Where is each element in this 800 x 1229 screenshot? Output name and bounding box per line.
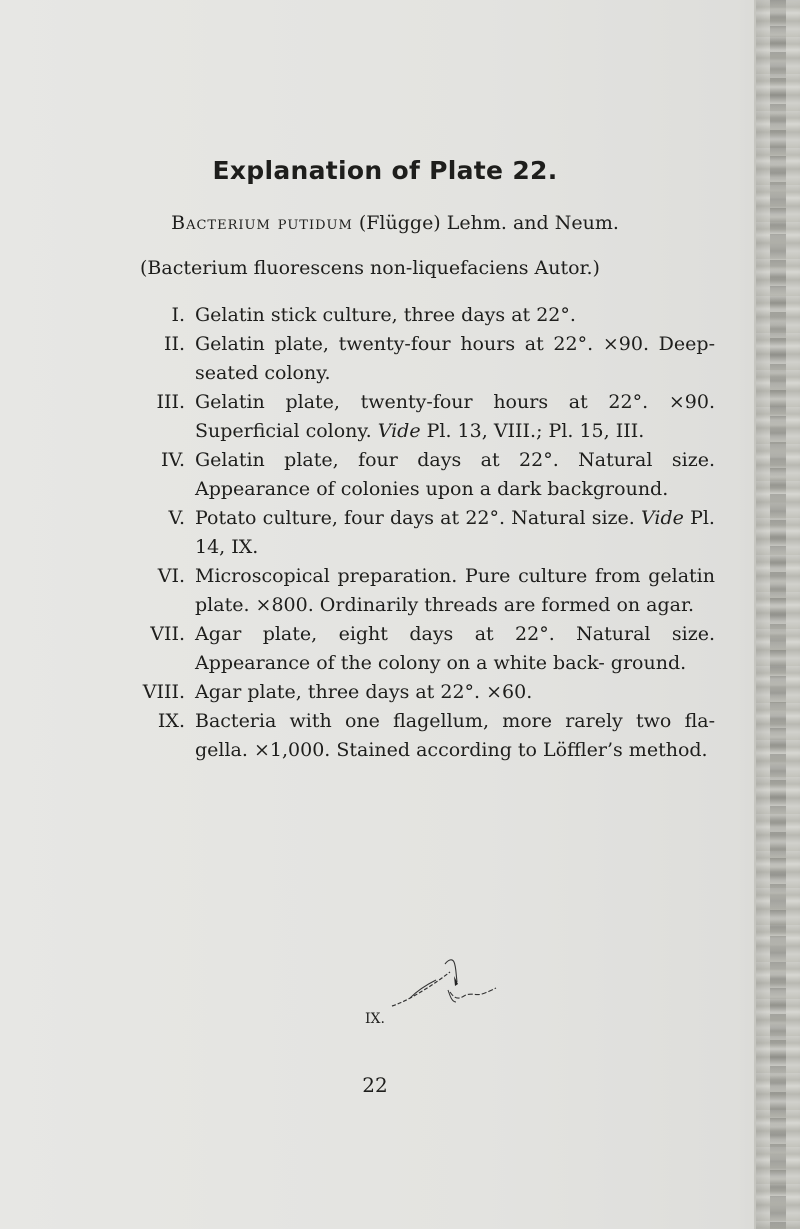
vide-reference: Vide	[377, 420, 421, 442]
page-number: 22	[362, 1073, 388, 1097]
plate-entries-list	[0, 301, 800, 765]
entry-text: Gelatin stick culture, three days at 22°.	[195, 304, 576, 326]
entry-viii	[0, 678, 800, 707]
entry-text	[195, 504, 715, 562]
entry-iii	[0, 388, 800, 446]
entry-text-part: Pl. 14, IX.	[195, 507, 715, 558]
flagellated-bacterium-sketch	[390, 950, 500, 1010]
entry-number: I.	[171, 304, 185, 326]
species-line	[0, 212, 800, 234]
vide-reference: Vide	[641, 507, 684, 529]
entry-number: V.	[168, 507, 185, 529]
entry-text: Agar plate, eight days at 22°. Natural size. Appearance of the colony on a white back- ground.	[195, 623, 715, 674]
entry-text-part: Pl. 13, VIII.; Pl. 15, III.	[420, 420, 645, 442]
entry-text-part: Gelatin plate, twenty-four hours at 22°. ×90. Superficial colony.	[195, 391, 715, 442]
entry-v	[0, 504, 800, 562]
figure-label: IX.	[365, 1011, 385, 1027]
entry-number: III.	[156, 391, 185, 413]
entry-number: II.	[163, 333, 185, 355]
entry-text-part: Potato culture, four days at 22°. Natural size.	[195, 507, 642, 529]
entry-number: VII.	[150, 623, 185, 645]
entry-vi	[0, 562, 800, 620]
entry-number: VIII.	[142, 681, 185, 703]
plate-heading: Explanation of Plate 22.	[212, 156, 558, 185]
entry-ix	[0, 707, 800, 765]
entry-iv	[0, 446, 800, 504]
entry-number: VI.	[157, 565, 185, 587]
synonym-line: (Bacterium fluorescens non-liquefaciens Autor.)	[140, 257, 600, 279]
entry-text: Gelatin plate, twenty-four hours at 22°. ×90. Deep-seated colony.	[195, 333, 715, 384]
entry-text: Bacteria with one flagellum, more rarely two fla- gella. ×1,000. Stained according to Löffler’s method.	[195, 710, 715, 761]
entry-text: Gelatin plate, four days at 22°. Natural size. Appearance of colonies upon a dark background.	[195, 449, 715, 500]
entry-text	[195, 388, 715, 446]
species-name: Bacterium putidum	[171, 212, 353, 234]
entry-i	[0, 301, 800, 330]
entry-vii	[0, 620, 800, 678]
entry-ii	[0, 330, 800, 388]
entry-text: Microscopical preparation. Pure culture from gelatin plate. ×800. Ordinarily threads are formed on agar.	[195, 565, 715, 616]
entry-number: IV.	[161, 449, 185, 471]
entry-text: Agar plate, three days at 22°. ×60.	[195, 681, 533, 703]
entry-number: IX.	[157, 710, 185, 732]
species-authority: (Flügge) Lehm. and Neum.	[358, 212, 619, 234]
